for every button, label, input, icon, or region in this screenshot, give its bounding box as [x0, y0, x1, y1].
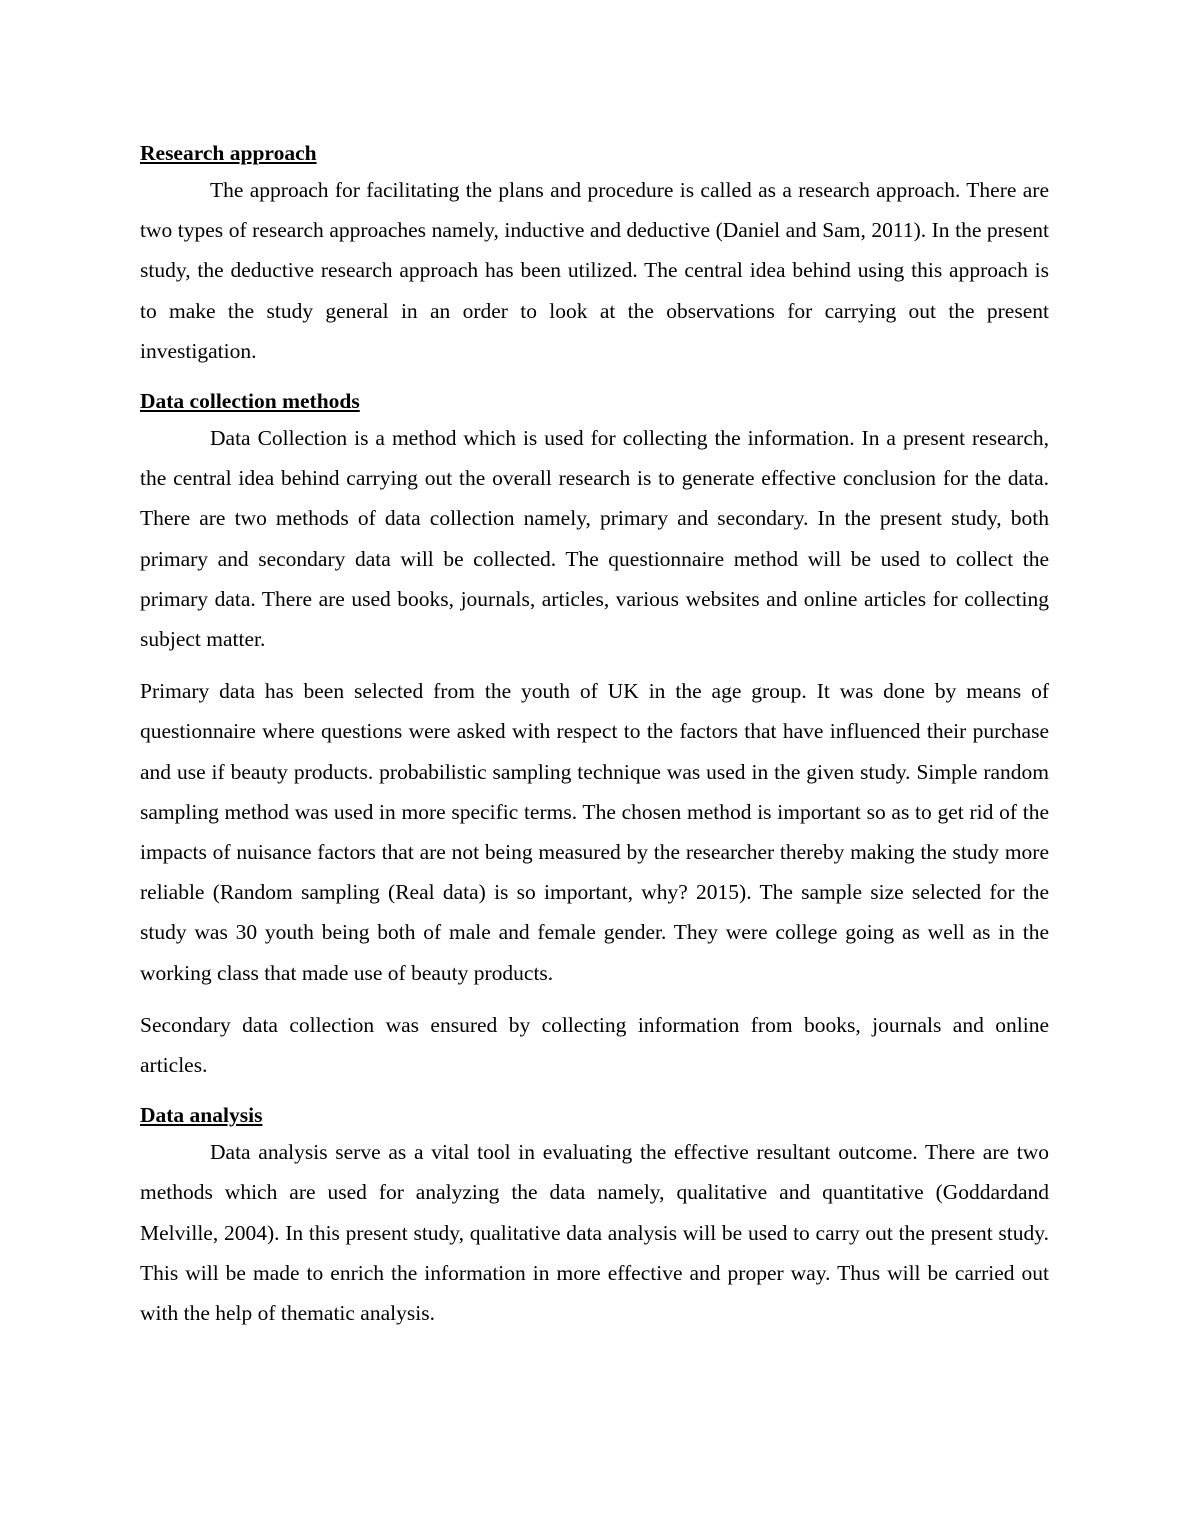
paragraph-research-approach: The approach for facilitating the plans and procedure is called as a research approach. There are two types of research approaches namely, inductive and deductive (Daniel and Sam, 2011). In the present study, the deductive research approach has been utilized. The central idea behind using this approach is to make the study general in an order to look at the observations for carrying out the present investigation. — [140, 178, 1049, 363]
paragraph-primary-data: Primary data has been selected from the youth of UK in the age group. It was done by means of questionnaire where questions were asked with respect to the factors that have influenced their purchase and use if beauty products. probabilistic sampling technique was used in the given study. Simple random sampling method was used in more specific terms. The chosen method is important so as to get rid of the impacts of nuisance factors that are not being measured by the researcher thereby making the study more reliable (Random sampling (Real data) is so important, why? 2015). The sample size selected for the study was 30 youth being both of male and female gender. They were college going as well as in the working class that made use of beauty products. — [140, 679, 1049, 985]
heading-data-collection-methods: Data collection methods — [140, 389, 360, 414]
document-page — [140, 138, 1049, 1333]
paragraph-data-collection-intro: Data Collection is a method which is used for collecting the information. In a present research, the central idea behind carrying out the overall research is to generate effective conclusion for the data. There are two methods of data collection namely, primary and secondary. In the present study, both primary and secondary data will be collected. The questionnaire method will be used to collect the primary data. There are used books, journals, articles, various websites and online articles for collecting subject matter. — [140, 426, 1049, 652]
heading-research-approach: Research approach — [140, 141, 317, 165]
paragraph-secondary-data: Secondary data collection was ensured by collecting information from books, journals and online articles. — [140, 1012, 1049, 1078]
heading-data-analysis: Data analysis — [140, 1103, 263, 1128]
paragraph-data-analysis: Data analysis serve as a vital tool in evaluating the effective resultant outcome. There are two methods which are used for analyzing the data namely, qualitative and quantitative (Goddardand Melville, 2004). In this present study, qualitative data analysis will be used to carry out the present study. This will be made to enrich the information in more effective and proper way. Thus will be carried out with the help of thematic analysis. — [140, 1140, 1049, 1326]
